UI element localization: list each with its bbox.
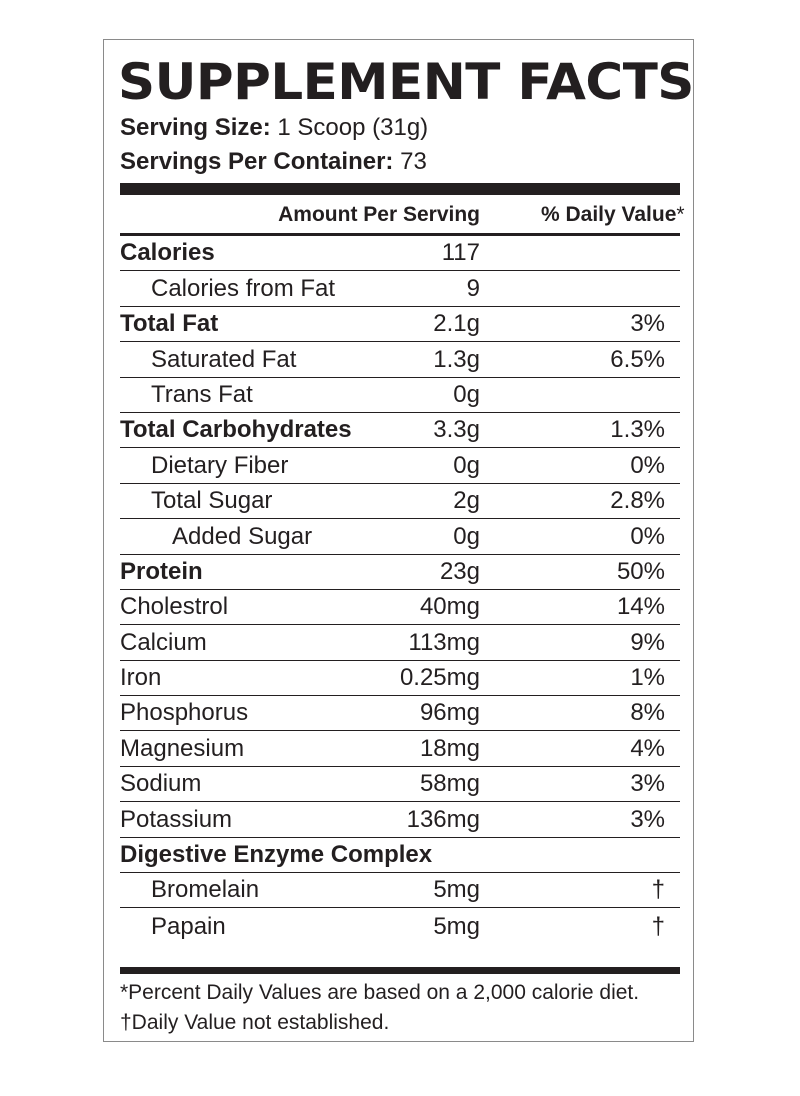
nutrient-amount: 2g — [453, 487, 480, 515]
nutrient-amount: 1.3g — [433, 345, 480, 373]
nutrient-name: Calcium — [120, 628, 207, 656]
servings-per-container-value: 73 — [400, 148, 427, 175]
table-row — [120, 873, 680, 908]
nutrient-daily-value: † — [651, 876, 665, 904]
table-row — [120, 802, 680, 837]
nutrient-name: Digestive Enzyme Complex — [120, 841, 433, 869]
nutrient-daily-value: 4% — [630, 734, 665, 762]
nutrient-amount: 113mg — [408, 628, 480, 656]
nutrient-name: Iron — [120, 664, 162, 692]
table-row — [120, 590, 680, 625]
header-amount-per-serving: Amount Per Serving — [278, 203, 480, 226]
nutrient-name: Cholestrol — [120, 593, 229, 621]
table-row — [120, 519, 680, 554]
nutrient-amount: 136mg — [406, 805, 480, 833]
nutrient-name: Total Fat — [120, 310, 219, 338]
nutrient-name: Dietary Fiber — [151, 451, 289, 479]
header-daily-value — [541, 198, 685, 232]
nutrient-name: Phosphorus — [120, 699, 249, 727]
nutrient-name: Papain — [151, 912, 226, 940]
table-row — [120, 448, 680, 483]
nutrient-daily-value: 3% — [630, 770, 665, 798]
nutrient-name: Saturated Fat — [151, 345, 297, 373]
nutrient-name: Magnesium — [120, 734, 245, 762]
table-row — [120, 484, 680, 519]
nutrient-daily-value: 3% — [630, 805, 665, 833]
nutrient-name: Total Carbohydrates — [120, 416, 352, 444]
serving-size — [120, 113, 428, 143]
table-row — [120, 696, 680, 731]
table-row — [120, 767, 680, 802]
nutrient-amount: 96mg — [419, 699, 480, 727]
table-row — [120, 731, 680, 766]
nutrient-daily-value: 14% — [616, 593, 665, 621]
nutrient-daily-value: 2.8% — [610, 487, 665, 515]
nutrient-amount: 0g — [453, 522, 480, 550]
nutrient-daily-value: 9% — [630, 628, 665, 656]
table-row — [120, 661, 680, 696]
table-row — [120, 625, 680, 660]
nutrient-amount: 23g — [439, 557, 480, 585]
nutrient-amount: 9 — [466, 274, 480, 302]
thick-divider — [120, 183, 680, 195]
nutrient-amount: 5mg — [433, 912, 480, 940]
table-row — [120, 307, 680, 342]
table-header — [120, 198, 700, 232]
nutrient-daily-value: † — [651, 912, 665, 940]
nutrient-amount: 18mg — [419, 734, 480, 762]
serving-size-value: 1 Scoop (31g) — [277, 114, 429, 141]
nutrient-amount: 3.3g — [433, 416, 480, 444]
header-daily-value-mark: * — [676, 203, 685, 226]
nutrient-daily-value: 8% — [630, 699, 665, 727]
nutrient-name: Sodium — [120, 770, 202, 798]
nutrient-amount: 2.1g — [433, 310, 480, 338]
nutrient-amount: 0.25mg — [399, 664, 480, 692]
table-row — [120, 908, 680, 943]
table-row — [120, 271, 680, 306]
nutrient-daily-value: 6.5% — [610, 345, 665, 373]
nutrient-name: Calories from Fat — [151, 274, 336, 302]
nutrient-amount: 40mg — [419, 593, 480, 621]
nutrient-amount: 117 — [441, 239, 480, 267]
header-daily-value-label: % Daily Value — [541, 203, 677, 226]
nutrient-amount: 5mg — [433, 876, 480, 904]
nutrient-name: Trans Fat — [151, 380, 253, 408]
nutrient-name: Protein — [120, 557, 203, 585]
serving-size-label: Serving Size: — [120, 114, 271, 141]
nutrient-daily-value: 3% — [630, 310, 665, 338]
table-row — [120, 413, 680, 448]
daily-values-footnote: *Percent Daily Values are based on a 2,000 calorie diet. — [120, 981, 640, 1004]
table-row — [120, 378, 680, 413]
nutrient-name: Total Sugar — [151, 487, 273, 515]
nutrient-daily-value: 50% — [616, 557, 665, 585]
nutrient-name: Added Sugar — [172, 522, 313, 550]
nutrient-name: Bromelain — [151, 876, 260, 904]
nutrient-amount: 0g — [453, 380, 480, 408]
not-established-footnote: †Daily Value not established. — [120, 1011, 390, 1034]
table-row — [120, 236, 680, 271]
nutrient-daily-value: 0% — [630, 451, 665, 479]
nutrient-name: Calories — [120, 239, 215, 267]
nutrient-name: Potassium — [120, 805, 233, 833]
bottom-divider — [120, 967, 680, 974]
nutrient-daily-value: 1.3% — [610, 416, 665, 444]
nutrient-amount: 58mg — [419, 770, 480, 798]
table-row — [120, 342, 680, 377]
nutrient-daily-value: 0% — [630, 522, 665, 550]
nutrient-table — [120, 236, 680, 944]
servings-per-container-label: Servings Per Container: — [120, 148, 394, 175]
table-row — [120, 838, 680, 873]
servings-per-container — [120, 147, 427, 177]
table-row — [120, 555, 680, 590]
nutrient-amount: 0g — [453, 451, 480, 479]
nutrient-daily-value: 1% — [630, 664, 665, 692]
label-title: SUPPLEMENT FACTS — [118, 53, 694, 111]
